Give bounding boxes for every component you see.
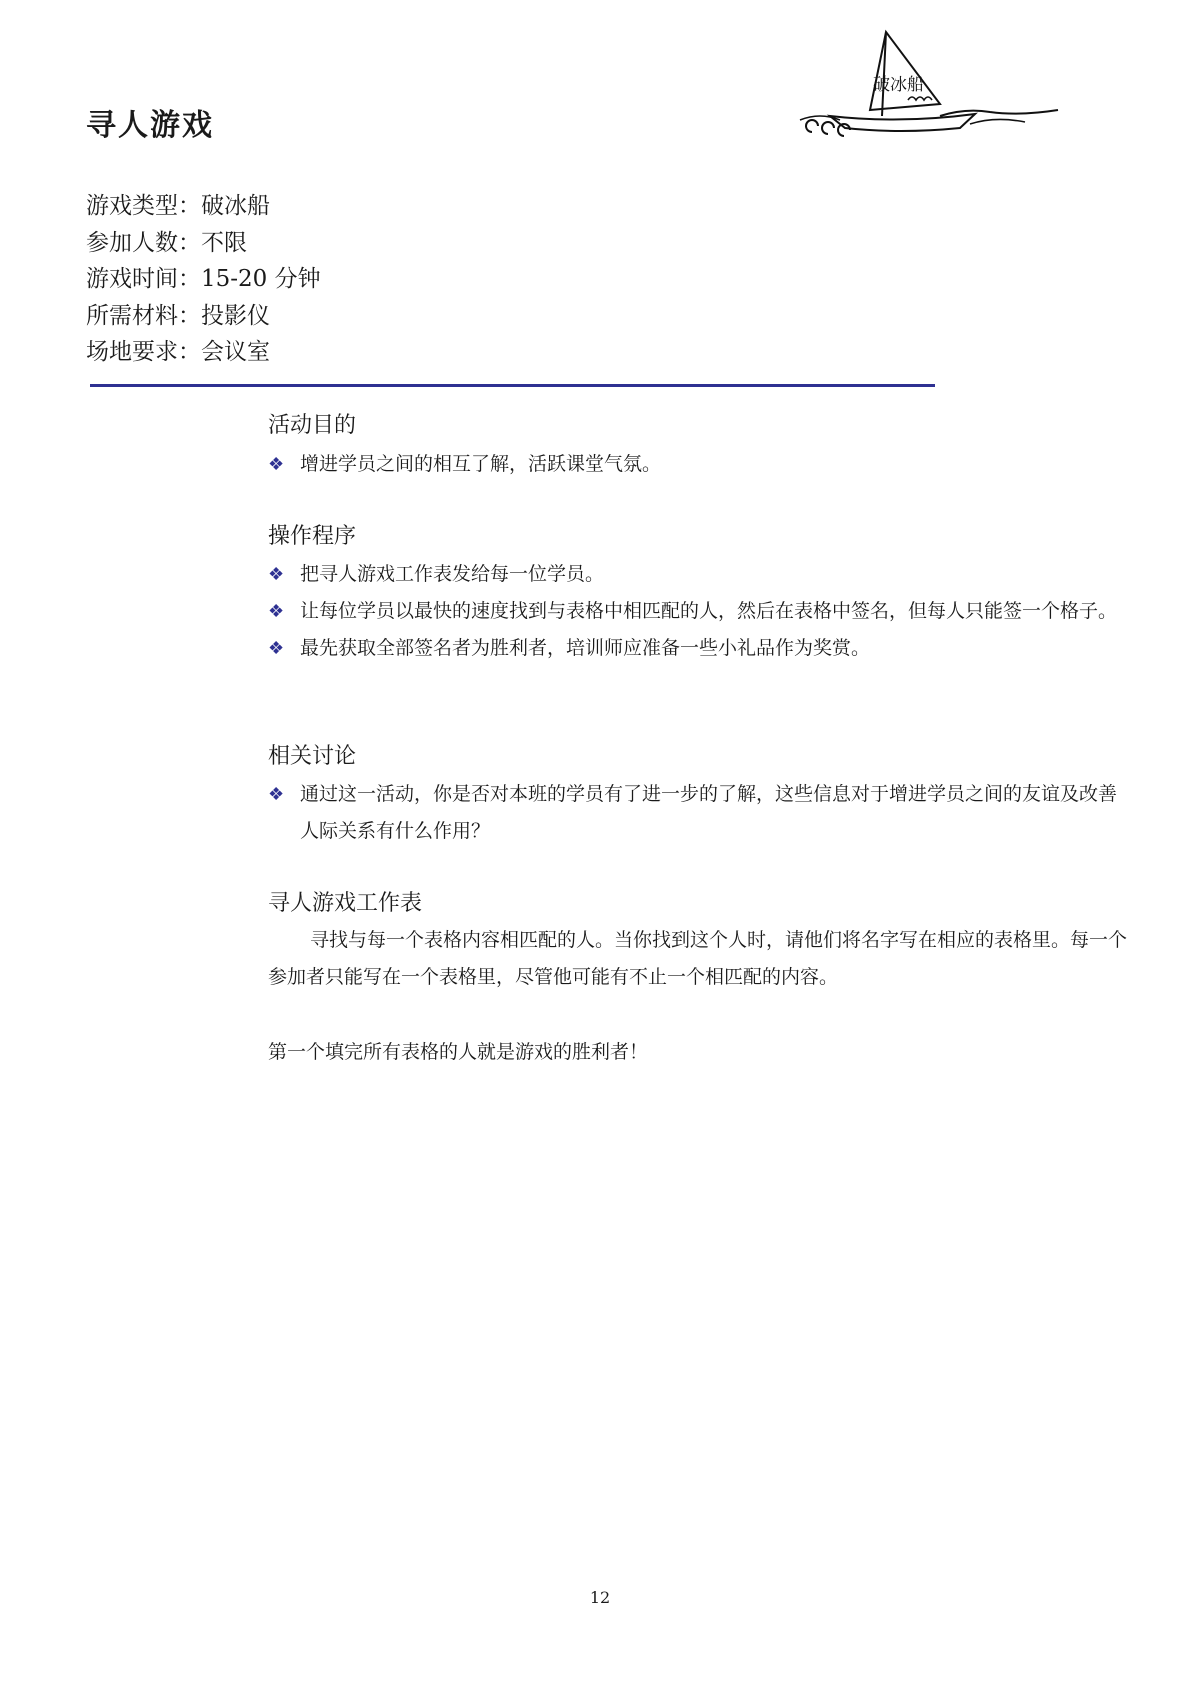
list-item [268, 776, 1128, 850]
divider [90, 384, 935, 387]
meta-value: 会议室 [201, 339, 270, 365]
section-heading-procedure: 操作程序 [268, 524, 357, 549]
page-title: 寻人游戏 [86, 108, 214, 143]
list-item [268, 630, 1128, 667]
meta-label: 参加人数： [86, 229, 201, 256]
objective-list [268, 446, 1128, 483]
diamond-bullet-icon: ❖ [268, 601, 285, 622]
meta-label: 游戏类型： [86, 193, 201, 219]
diamond-bullet-icon: ❖ [268, 784, 285, 805]
section-heading-worksheet: 寻人游戏工作表 [268, 891, 423, 916]
meta-row-duration [86, 261, 321, 298]
meta-row-venue [86, 334, 321, 371]
worksheet-closing: 第一个填完所有表格的人就是游戏的胜利者！ [268, 1041, 649, 1063]
icebreaker-boat-logo [790, 24, 1070, 144]
meta-label: 场地要求： [86, 339, 201, 365]
game-info [86, 188, 321, 371]
list-item [268, 556, 1128, 593]
meta-row-type [86, 188, 321, 225]
diamond-bullet-icon: ❖ [268, 638, 285, 659]
meta-row-materials [86, 298, 321, 335]
meta-value: 不限 [201, 229, 247, 256]
meta-label: 所需材料： [86, 302, 201, 329]
section-heading-discussion: 相关讨论 [268, 744, 357, 769]
section-heading-objective: 活动目的 [268, 413, 357, 438]
list-item-text: 让每位学员以最快的速度找到与表格中相匹配的人，然后在表格中签名，但每人只能签一个格子。 [300, 600, 1118, 622]
list-item-text: 把寻人游戏工作表发给每一位学员。 [300, 563, 605, 585]
list-item [268, 446, 1128, 483]
meta-value: 投影仪 [201, 302, 270, 329]
sailboat-icon [790, 24, 1070, 144]
diamond-bullet-icon: ❖ [268, 454, 285, 475]
logo-label: 破冰船 [873, 75, 924, 95]
meta-value: 15-20 分钟 [201, 266, 321, 292]
meta-label: 游戏时间： [86, 266, 201, 292]
list-item-text: 增进学员之间的相互了解，活跃课堂气氛。 [300, 453, 662, 475]
procedure-list [268, 556, 1128, 667]
list-item-text: 最先获取全部签名者为胜利者，培训师应准备一些小礼品作为奖赏。 [300, 637, 871, 659]
meta-value: 破冰船 [201, 193, 270, 219]
list-item-text: 通过这一活动，你是否对本班的学员有了进一步的了解，这些信息对于增进学员之间的友谊及改善人际关系有什么作用？ [300, 783, 1118, 842]
discussion-list [268, 776, 1128, 850]
page-number: 12 [589, 1588, 611, 1607]
meta-row-participants [86, 225, 321, 262]
worksheet-instructions: 寻找与每一个表格内容相匹配的人。当你找到这个人时，请他们将名字写在相应的表格里。每一个参加者只能写在一个表格里，尽管他可能有不止一个相匹配的内容。 [268, 929, 1128, 988]
diamond-bullet-icon: ❖ [268, 564, 285, 585]
list-item [268, 593, 1128, 630]
